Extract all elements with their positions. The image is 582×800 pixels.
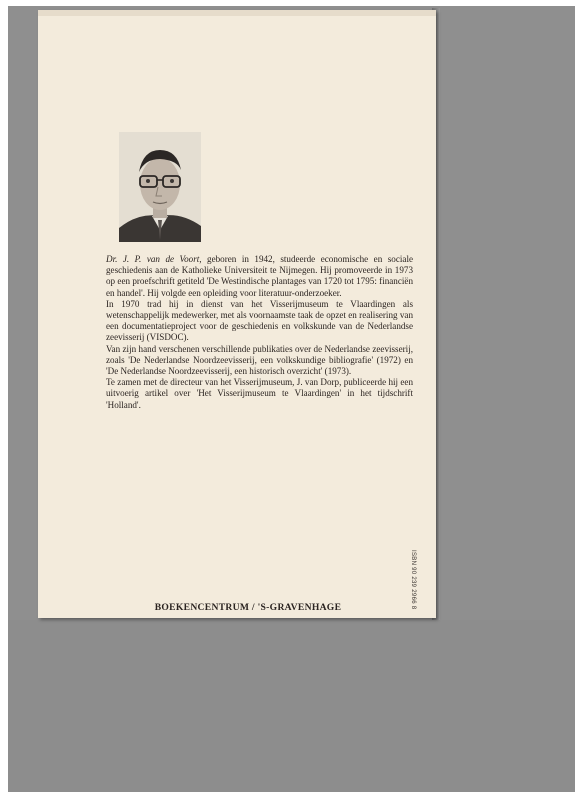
book-back-cover xyxy=(38,10,436,618)
bio-paragraph-3: Van zijn hand verschenen verschillende publikaties over de Nederlandse zeevisserij, zoals 'De Nederlandse Noordzeevisserij, een volkskundige bibliografie' (1972) en 'De Nederlandse Noordzeevisserij, een historisch overzicht' (1973). xyxy=(106,343,413,377)
author-biography xyxy=(106,254,413,411)
author-name: Dr. J. P. van de Voort xyxy=(106,254,200,264)
bio-paragraph-4: Te zamen met de directeur van het Visserijmuseum, J. van Dorp, publiceerde hij een uitvoerig artikel over 'Het Visserijmuseum te Vlaardingen' in het tijdschrift 'Holland'. xyxy=(106,377,413,410)
bio-paragraph-1-text: , geboren in 1942, studeerde economische en sociale geschiedenis aan de Katholieke Universiteit te Nijmegen. Hij promoveerde in 1973 op een proefschrift getiteld 'De Westindische plantages van 1720 tot 1795: financiën en handel'. Hij volgde een opleiding voor literatuur-onderzoeker. xyxy=(106,254,414,298)
bio-paragraph-1 xyxy=(106,254,413,299)
scan-background-lower xyxy=(8,620,575,792)
bio-paragraph-2: In 1970 trad hij in dienst van het Visserijmuseum te Vlaardingen als wetenschappelijk medewerker, met als voornaamste taak de opzet en realisering van een documentatieproject voor de geschiedenis en volkskunde van de Nederlandse zeevisserij (VISDOC). xyxy=(106,298,413,343)
publisher-imprint: BOEKENCENTRUM / 'S-GRAVENHAGE xyxy=(154,602,342,613)
cover-top-band xyxy=(38,10,436,16)
author-photo xyxy=(119,132,201,242)
isbn-number: ISBN 90 239 2966 8 xyxy=(410,550,416,610)
